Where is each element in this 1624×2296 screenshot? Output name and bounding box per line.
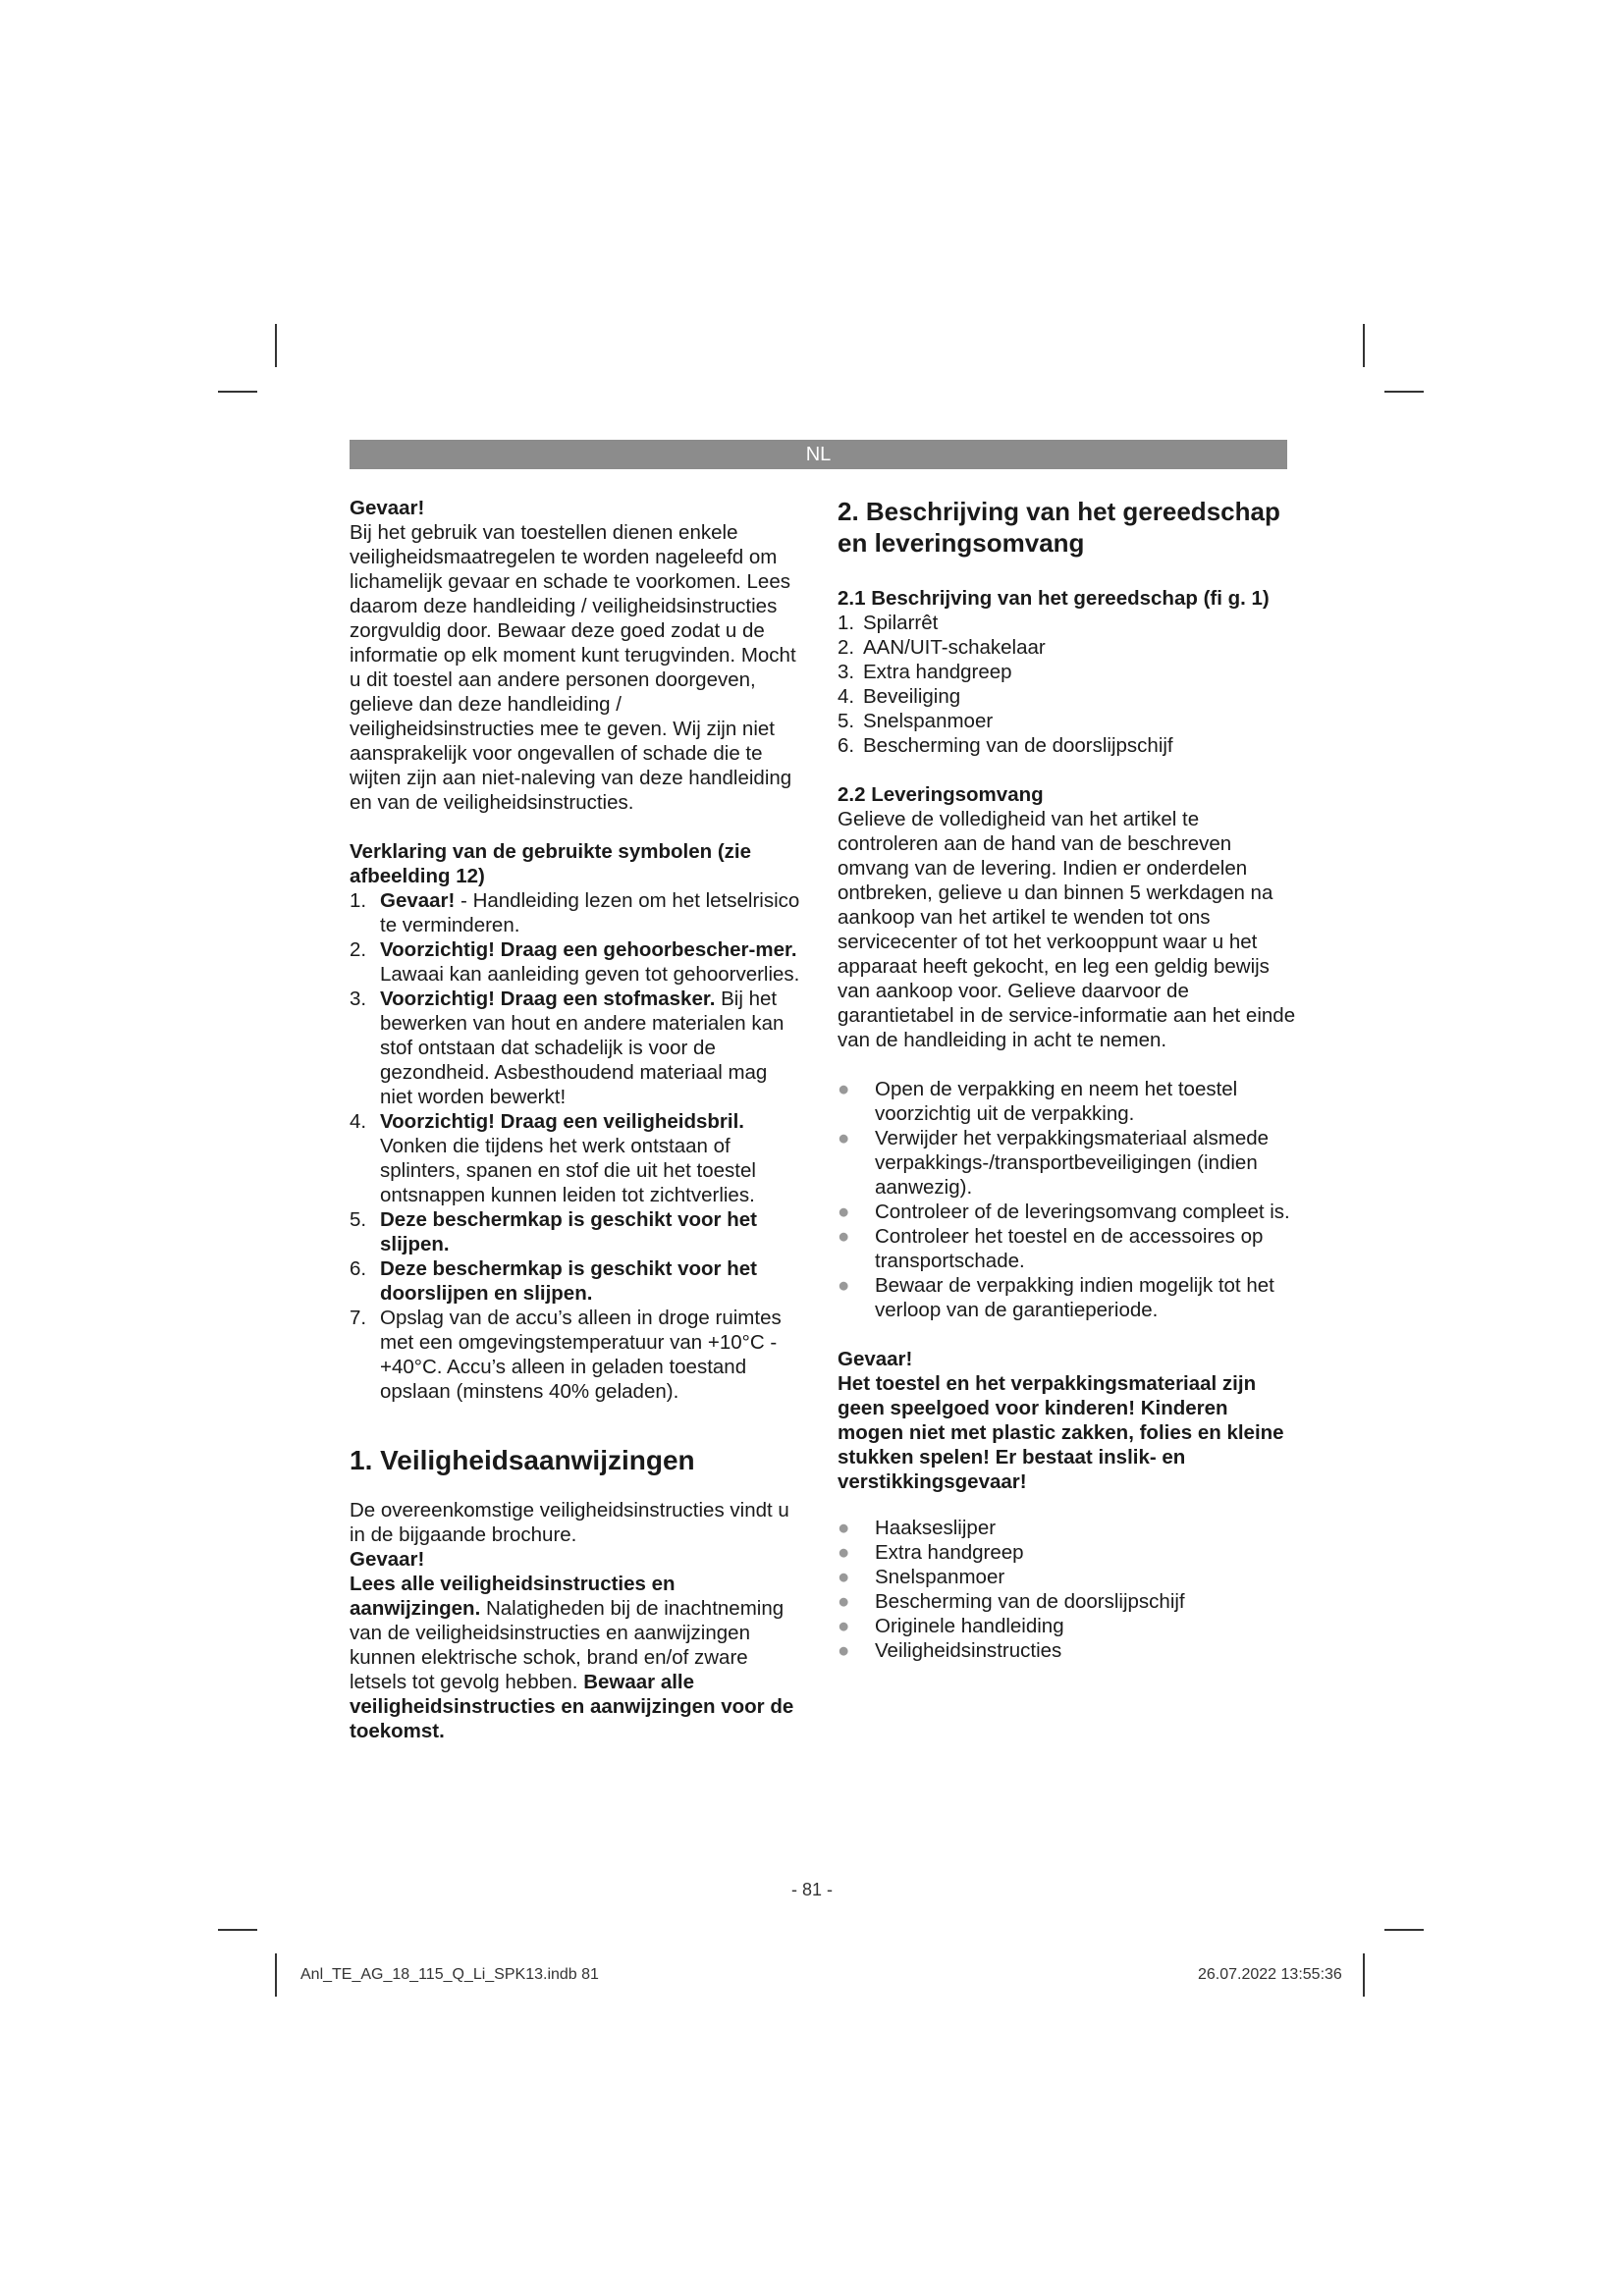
content-item: ● Veiligheidsinstructies	[838, 1639, 1062, 1662]
crop-mark	[275, 324, 277, 367]
crop-mark	[1384, 391, 1424, 393]
bullet-icon: ●	[838, 1615, 850, 1637]
bullet-icon: ●	[838, 1127, 850, 1149]
language-header-bar	[350, 440, 1287, 469]
part-item: 3. Extra handgreep	[838, 661, 1012, 683]
symbol-item: 6. Deze beschermkap is geschikt voor het doorslijpen en slijpen.	[350, 1257, 757, 1305]
symbol-item: 1. Gevaar! - Handleiding lezen om het letselrisico te verminderen.	[350, 889, 800, 936]
bullet-icon: ●	[838, 1590, 850, 1613]
section1-title: 1. Veiligheidsaanwijzingen	[350, 1445, 695, 1475]
warning-title: Gevaar!	[838, 1348, 913, 1370]
bullet-icon: ●	[838, 1566, 850, 1588]
bullet-icon: ●	[838, 1517, 850, 1539]
bullet-icon: ●	[838, 1225, 850, 1248]
part-item: 2. AAN/UIT-schakelaar	[838, 636, 1046, 659]
warning-text: Het toestel en het verpakkingsmateriaal zijn geen speelgoed voor kinderen! Kinderen mogen niet met plastic zakken, folies en kleine stukken spelen! Er bestaat inslik- en verstikkingsgevaar!	[838, 1372, 1284, 1493]
section1-body: Lees alle veiligheidsinstructies en aanwijzingen. Nalatigheden bij de inachtneming van de veiligheidsinstructies en aanwijzingen kunnen elektrische schok, brand en/of zware letsels tot gevolg hebben. Bewaar alle veiligheidsinstructies en aanwijzingen voor de toekomst.	[350, 1573, 794, 1742]
step-item: ● Verwijder het verpakkingsmateriaal alsmede verpakkings-/transportbeveiligingen (indien aanwezig).	[838, 1127, 1270, 1199]
crop-mark	[218, 391, 257, 393]
content-item: ● Extra handgreep	[838, 1541, 1024, 1564]
step-item: ● Controleer het toestel en de accessoires op transportschade.	[838, 1225, 1264, 1272]
unpack-steps-list	[838, 1077, 1299, 1322]
step-item: ● Bewaar de verpakking indien mogelijk tot het verloop van de garantieperiode.	[838, 1274, 1274, 1321]
section1-danger: Gevaar!	[350, 1548, 425, 1571]
parts-list	[838, 611, 1299, 758]
sub22-text: Gelieve de volledigheid van het artikel te controleren aan de hand van de beschreven omvang van de levering. Indien er onderdelen ontbreken, gelieve u dan binnen 5 werkdagen na aankoop van het artikel te wenden tot ons servicecenter of tot het verkooppunt waar u het apparaat heeft gekocht, en leg een geldig bewijs van aankoop voor. Gelieve daarvoor de garantietabel in de service-informatie aan het einde van de handleiding in acht te nemen.	[838, 808, 1296, 1051]
part-item: 5. Snelspanmoer	[838, 710, 994, 732]
crop-mark	[275, 1953, 277, 1997]
bullet-icon: ●	[838, 1639, 850, 1662]
symbol-item: 5. Deze beschermkap is geschikt voor het slijpen.	[350, 1208, 757, 1255]
language-label: NL	[805, 444, 832, 465]
sub21-title: 2.1 Beschrijving van het gereedschap (fi g. 1)	[838, 587, 1270, 610]
crop-mark	[218, 1929, 257, 1931]
part-item: 4. Beveiliging	[838, 685, 961, 708]
symbols-list	[350, 888, 801, 1404]
footer-file: Anl_TE_AG_18_115_Q_Li_SPK13.indb 81	[300, 1966, 599, 1983]
left-column	[350, 496, 801, 1743]
part-item: 1. Spilarrêt	[838, 612, 939, 634]
section1-intro: De overeenkomstige veiligheidsinstructies vindt u in de bijgaande brochure.	[350, 1499, 789, 1546]
step-item: ● Controleer of de leveringsomvang compleet is.	[838, 1201, 1290, 1223]
content-item: ● Bescherming van de doorslijpschijf	[838, 1590, 1185, 1613]
danger-text: Bij het gebruik van toestellen dienen enkele veiligheidsmaatregelen te worden nageleefd om lichamelijk gevaar en schade te voorkomen. Lees daarom deze handleiding / veiligheidsinstructies zorgvuldig door. Bewaar deze goed zodat u de informatie op elk moment kunt terugvinden. Mocht u dit toestel aan andere personen doorgeven, gelieve dan deze handleiding / veiligheidsinstructies mee te geven. Wij zijn niet aansprakelijk voor ongevallen of schade die te wijten zijn aan niet-naleving van deze handleiding en van de veiligheidsinstructies.	[350, 521, 796, 814]
bullet-icon: ●	[838, 1274, 850, 1297]
right-column	[838, 496, 1299, 1663]
symbols-title: Verklaring van de gebruikte symbolen (zie afbeelding 12)	[350, 840, 751, 887]
content-item: ● Snelspanmoer	[838, 1566, 1005, 1588]
crop-mark	[1384, 1929, 1424, 1931]
content-item: ● Haakseslijper	[838, 1517, 997, 1539]
section2-title: 2. Beschrijving van het gereedschap en leveringsomvang	[838, 497, 1280, 558]
symbol-item: 2. Voorzichtig! Draag een gehoorbescher-mer. Lawaai kan aanleiding geven tot gehoorverlies.	[350, 938, 800, 986]
content-item: ● Originele handleiding	[838, 1615, 1064, 1637]
contents-list	[838, 1516, 1299, 1663]
bullet-icon: ●	[838, 1541, 850, 1564]
part-item: 6. Bescherming van de doorslijpschijf	[838, 734, 1173, 757]
symbol-item: 4. Voorzichtig! Draag een veiligheidsbril. Vonken die tijdens het werk ontstaan of splinters, spanen en stof die uit het toestel ontsnappen kunnen leiden tot zichtverlies.	[350, 1110, 756, 1206]
crop-mark	[1363, 324, 1365, 367]
danger-title: Gevaar!	[350, 497, 425, 519]
sub22-title: 2.2 Leveringsomvang	[838, 783, 1044, 806]
bullet-icon: ●	[838, 1078, 850, 1100]
crop-mark	[1363, 1953, 1365, 1997]
symbol-item: 3. Voorzichtig! Draag een stofmasker. Bij het bewerken van hout en andere materialen kan stof ontstaan dat schadelijk is voor de gezondheid. Asbesthoudend materiaal mag niet worden bewerkt!	[350, 988, 785, 1108]
page-number: - 81 -	[790, 1880, 833, 1899]
bullet-icon: ●	[838, 1201, 850, 1223]
footer-date: 26.07.2022 13:55:36	[1198, 1966, 1342, 1983]
step-item: ● Open de verpakking en neem het toestel voorzichtig uit de verpakking.	[838, 1078, 1238, 1125]
symbol-item: 7. Opslag van de accu’s alleen in droge ruimtes met een omgevingstemperatuur van +10°C - +40°C. Accu’s alleen in geladen toestand opslaan (minstens 40% geladen).	[350, 1307, 782, 1403]
